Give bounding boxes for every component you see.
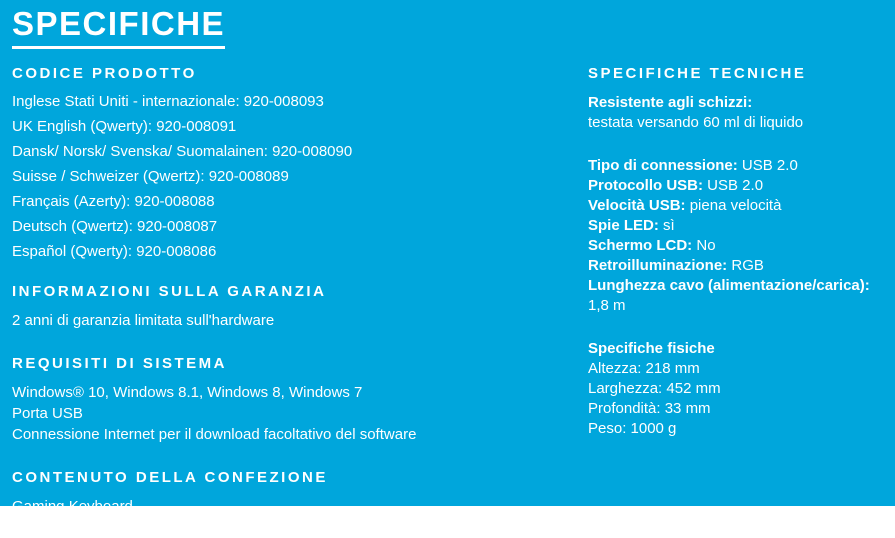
box-contents-list bbox=[12, 496, 577, 538]
physical-spec-item: Profondità: 33 mm bbox=[588, 400, 711, 417]
product-code-item: Dansk/ Norsk/ Svenska/ Suomalainen: 920-008090 bbox=[12, 143, 353, 160]
box-contents-item: Gaming Keyboard bbox=[12, 498, 133, 515]
spill-resistant-label bbox=[588, 93, 893, 113]
warranty-item: 2 anni di garanzia limitata sull'hardware bbox=[12, 312, 275, 329]
tech-spec-row bbox=[588, 276, 893, 316]
warranty-list bbox=[12, 310, 577, 331]
system-requirements-list bbox=[12, 382, 577, 445]
spec-label: Velocità USB: bbox=[588, 197, 686, 214]
product-code-item: Español (Qwerty): 920-008086 bbox=[12, 243, 217, 260]
system-requirement-item: Windows® 10, Windows 8.1, Windows 8, Windows 7 bbox=[12, 384, 363, 401]
product-code-list bbox=[12, 94, 577, 259]
physical-specs-list bbox=[588, 359, 893, 439]
tech-spec-row bbox=[588, 156, 893, 176]
product-code-item: Deutsch (Qwertz): 920-008087 bbox=[12, 218, 218, 235]
page-title: SPECIFICHE bbox=[12, 5, 225, 49]
spec-value: piena velocità bbox=[689, 197, 782, 214]
spacer bbox=[588, 316, 893, 339]
spec-label: Spie LED: bbox=[588, 217, 659, 234]
spacer bbox=[588, 133, 893, 156]
left-column bbox=[12, 66, 577, 538]
system-requirements-heading: REQUISITI DI SISTEMA bbox=[12, 355, 228, 372]
section-system-requirements bbox=[12, 356, 577, 445]
spec-label: Schermo LCD: bbox=[588, 237, 693, 254]
spec-value: 1,8 m bbox=[588, 297, 626, 314]
tech-spec-row bbox=[588, 256, 893, 276]
spec-value: sì bbox=[663, 217, 675, 234]
section-box-contents bbox=[12, 470, 577, 538]
spec-label: Tipo di connessione: bbox=[588, 157, 738, 174]
spec-label: Protocollo USB: bbox=[588, 177, 703, 194]
spec-label: Retroilluminazione: bbox=[588, 257, 728, 274]
physical-spec-item: Larghezza: 452 mm bbox=[588, 380, 721, 397]
box-contents-heading: CONTENUTO DELLA CONFEZIONE bbox=[12, 469, 328, 486]
spill-resistant-value: testata versando 60 ml di liquido bbox=[588, 114, 804, 131]
section-warranty bbox=[12, 284, 577, 331]
section-product-code bbox=[12, 66, 577, 259]
tech-spec-list bbox=[588, 156, 893, 316]
spill-resistant-block bbox=[588, 93, 893, 133]
spec-value: USB 2.0 bbox=[741, 157, 798, 174]
tech-spec-row bbox=[588, 236, 893, 256]
product-code-item: Inglese Stati Uniti - internazionale: 920-008093 bbox=[12, 93, 324, 110]
spec-label: Resistente agli schizzi: bbox=[588, 94, 753, 111]
product-code-item: Suisse / Schweizer (Qwertz): 920-008089 bbox=[12, 168, 289, 185]
physical-spec-item: Peso: 1000 g bbox=[588, 420, 677, 437]
product-code-heading: CODICE PRODOTTO bbox=[12, 65, 197, 82]
tech-spec-row bbox=[588, 196, 893, 216]
tech-spec-row bbox=[588, 216, 893, 236]
box-contents-item: Documentazione per l'utente bbox=[12, 519, 203, 536]
system-requirement-item: Connessione Internet per il download facoltativo del software bbox=[12, 426, 417, 443]
spec-value: No bbox=[696, 237, 716, 254]
tech-specs-heading: SPECIFICHE TECNICHE bbox=[588, 65, 807, 82]
physical-specs-heading: Specifiche fisiche bbox=[588, 340, 715, 357]
spec-label: Lunghezza cavo (alimentazione/carica): bbox=[588, 277, 870, 294]
spec-value: RGB bbox=[731, 257, 764, 274]
warranty-heading: INFORMAZIONI SULLA GARANZIA bbox=[12, 283, 327, 300]
right-column bbox=[588, 66, 893, 439]
system-requirement-item: Porta USB bbox=[12, 405, 83, 422]
physical-spec-item: Altezza: 218 mm bbox=[588, 360, 700, 377]
spec-value: USB 2.0 bbox=[707, 177, 764, 194]
product-code-item: Français (Azerty): 920-008088 bbox=[12, 193, 215, 210]
tech-spec-row bbox=[588, 176, 893, 196]
product-code-item: UK English (Qwerty): 920-008091 bbox=[12, 118, 237, 135]
